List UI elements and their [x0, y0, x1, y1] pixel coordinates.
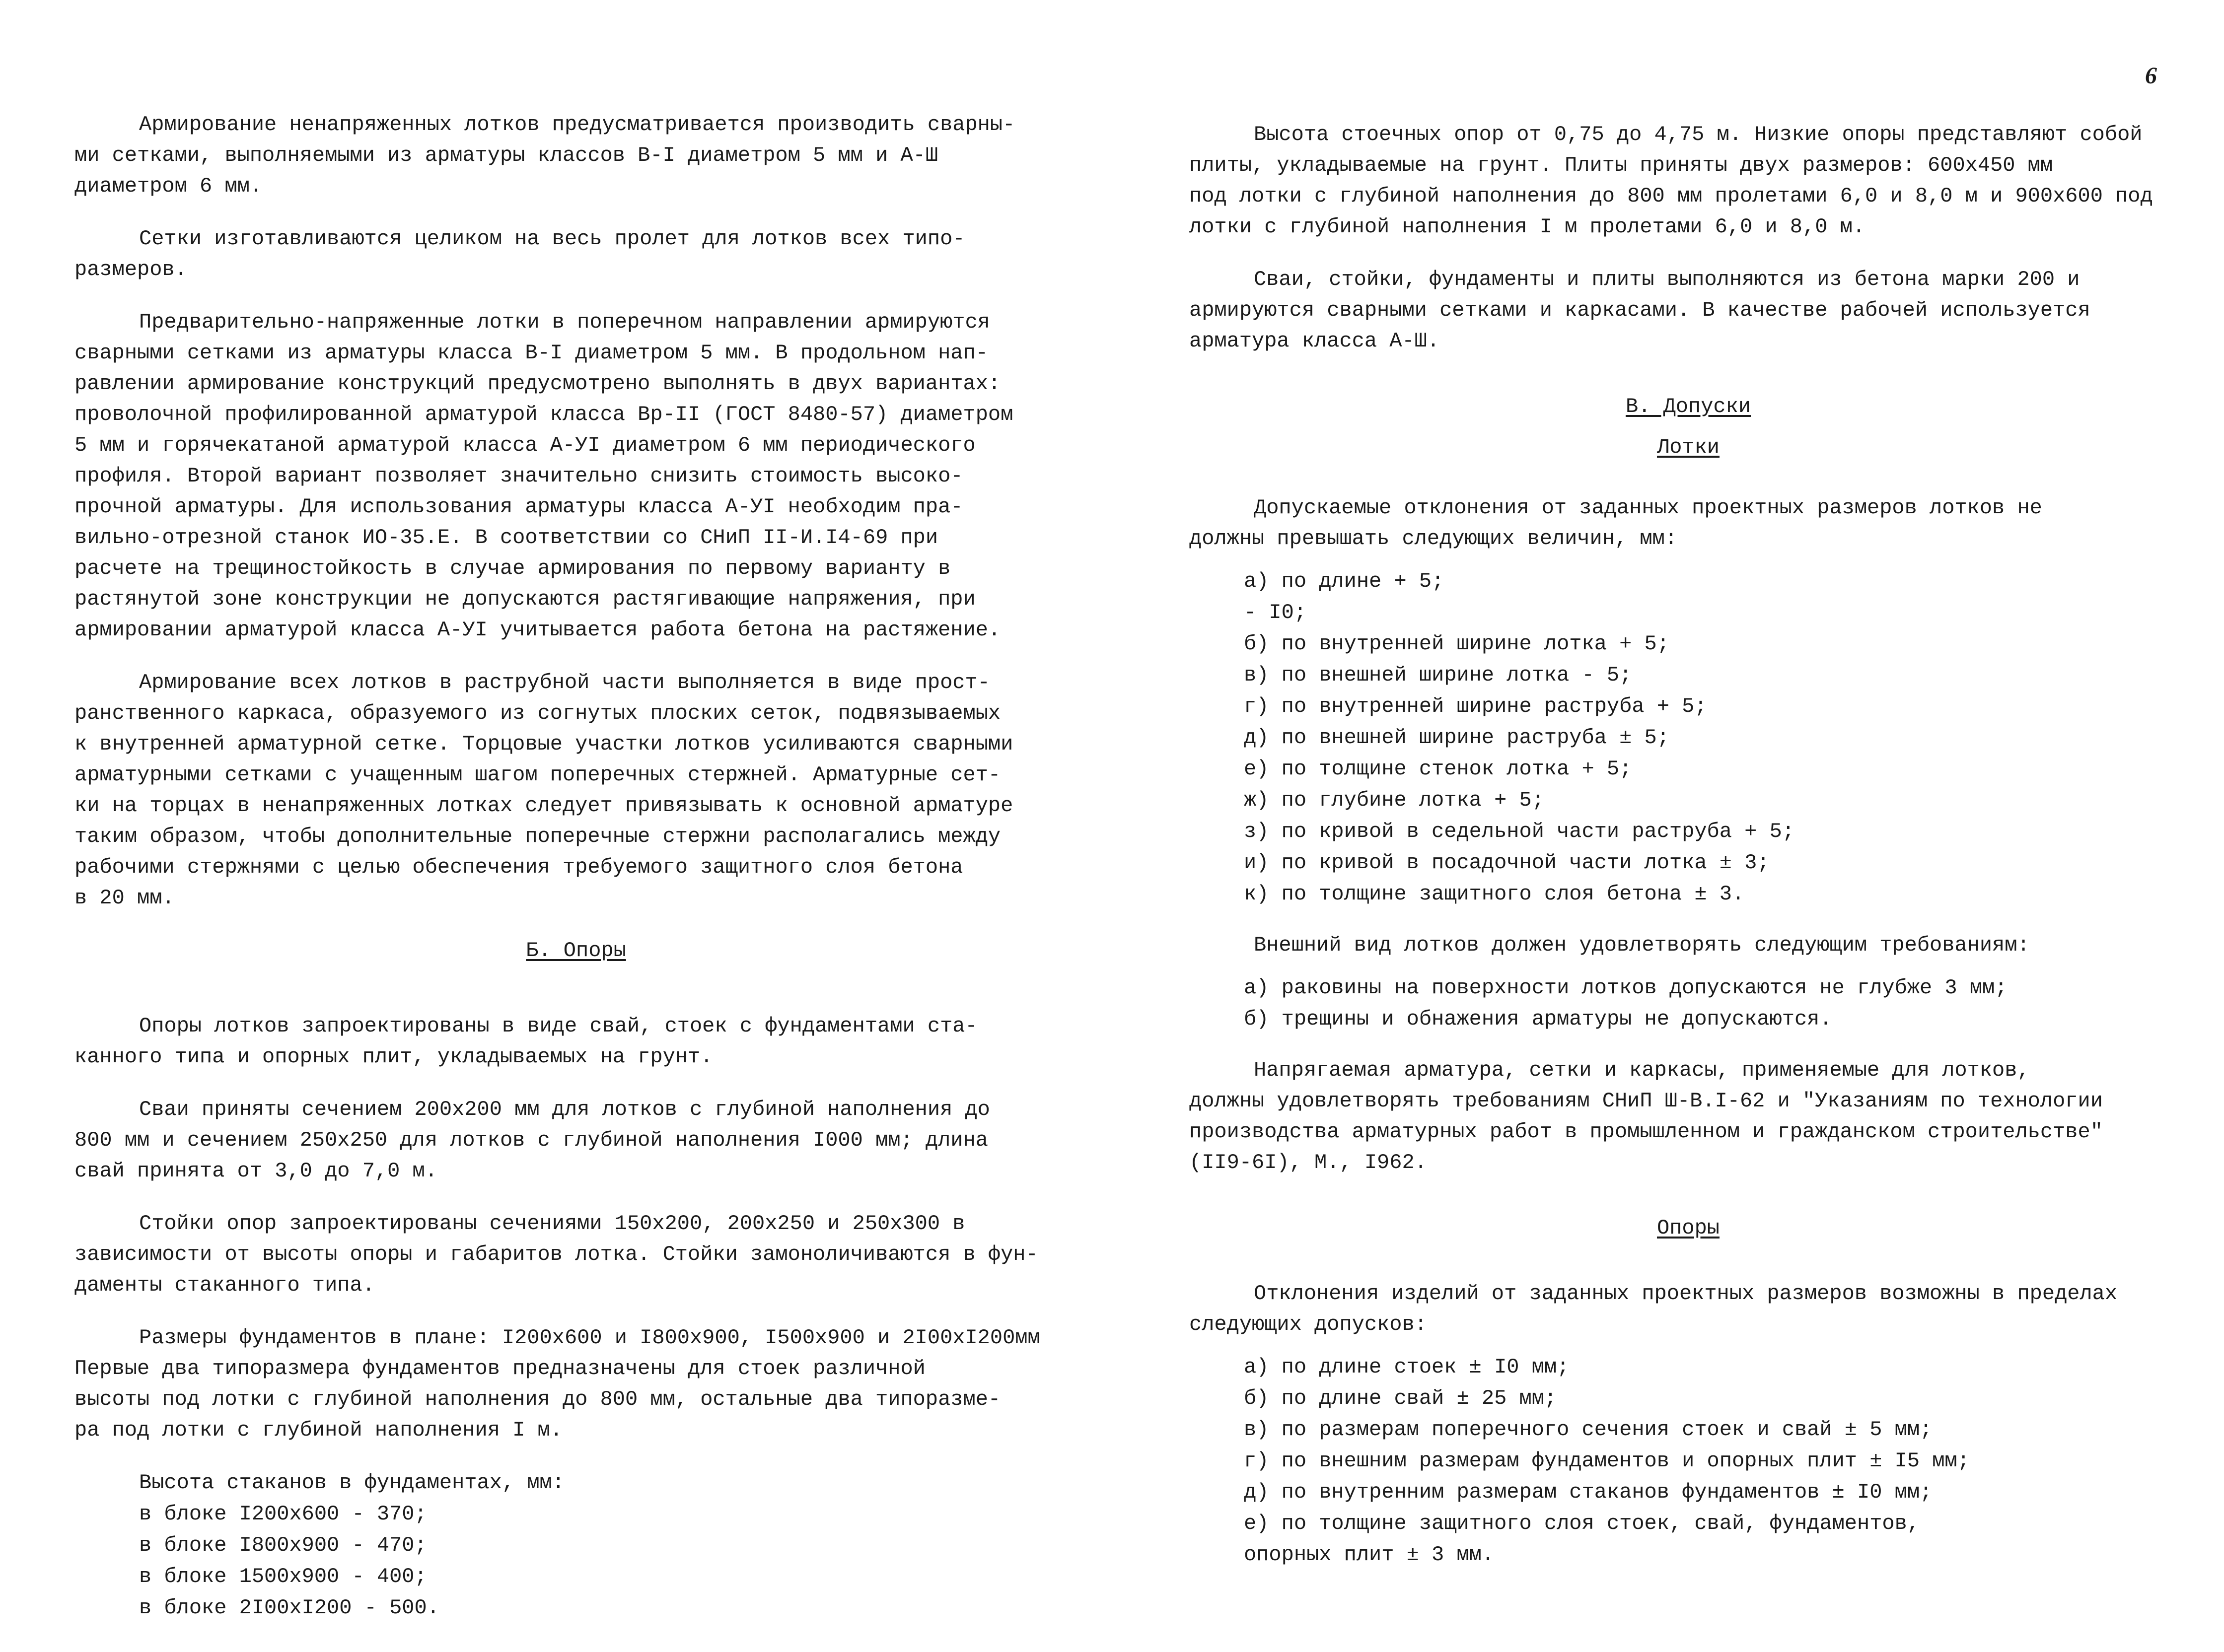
subheading-trays: Лотки	[1656, 435, 1720, 459]
right-column	[1189, 119, 2187, 1590]
left-column	[74, 109, 1077, 1624]
section-heading-tolerances: В. Допуски	[1625, 395, 1751, 418]
page-number: 6	[2145, 63, 2157, 89]
paragraph-reinforcement-nonprestressed: Армирование ненапряженных лотков предусматривается производить сварны- ми сетками, выполняемыми из арматуры классов В-I диаметром 5 мм и А-Ш диаметром 6 мм.	[74, 113, 1015, 198]
list-support-tolerances: а) по длине стоек ± I0 мм; б) по длине свай ± 25 мм; в) по размерам поперечного сечения стоек и свай ± 5 мм; г) по внешним размерам фундаментов и опорных плит ± I5 мм; д) по внутренним размерам стаканов фундаментов ± I0 мм; е) по толщине защитного слоя стоек, свай, фундаментов, опорных плит ± 3 мм.	[1244, 1355, 1970, 1567]
paragraph-foundations: Размеры фундаментов в плане: I200х600 и I800х900, I500х900 и 2I00хI200мм Первые два типоразмера фундаментов предназначены для стоек различной высоты под лотки с глубиной наполнения до 800 мм, остальные два типоразме- ра под лотки с глубиной наполнения I м.	[74, 1326, 1040, 1442]
paragraph-socket-reinforcement: Армирование всех лотков в раструбной части выполняется в виде прост- ранственного каркаса, образуемого из согнутых плоских сеток, подвязываемых к внутренней арматурной сетке. Торцовые участки лотков усиливаются сварными арматурными сетками с учащенным шагом поперечных стержней. Арматурные сет- ки на торцах в ненапряженных лотках следует привязывать к основной арматуре таким образом, чтобы дополнительные поперечные стержни располагались между рабочими стержнями с целью обеспечения требуемого защитного слоя бетона в 20 мм.	[74, 671, 1013, 910]
list-tray-tolerances: а) по длине + 5; - I0; б) по внутренней ширине лотка + 5; в) по внешней ширине лотка - 5; г) по внутренней ширине раструба + 5; д) по внешней ширине раструба ± 5; е) по толщине стенок лотка + 5; ж) по глубине лотка + 5; з) по кривой в седельной части раструба + 5; и) по кривой в посадочной части лотка ± 3; к) по толщине защитного слоя бетона ± 3.	[1244, 569, 1794, 906]
paragraph-tensioned-reinforcement: Напрягаемая арматура, сетки и каркасы, применяемые для лотков, должны удовлетворять требованиям СНиП Ш-В.I-62 и "Указаниям по технологии производства арматурных работ в промышленном и гражданском строительстве" (II9-6I), М., I962.	[1189, 1058, 2103, 1174]
paragraph-columns: Стойки опор запроектированы сечениями 150х200, 200х250 и 250х300 в зависимости от высоты опоры и габаритов лотка. Стойки замоноличиваются в фун- даменты стаканного типа.	[74, 1212, 1038, 1297]
list-socket-heights: Высота стаканов в фундаментах, мм: в блоке I200х600 - 370; в блоке I800х900 - 470; в блоке 1500х900 - 400; в блоке 2I00хI200 - 500.	[139, 1471, 565, 1620]
paragraph-product-deviations: Отклонения изделий от заданных проектных размеров возможны в пределах следующих допусков:	[1189, 1282, 2118, 1336]
subheading-supports: Опоры	[1656, 1216, 1720, 1240]
paragraph-supports-design: Опоры лотков запроектированы в виде свай, стоек с фундаментами ста- канного типа и опорных плит, укладываемых на грунт.	[74, 1014, 978, 1069]
paragraph-appearance: Внешний вид лотков должен удовлетворять следующим требованиям:	[1254, 933, 2030, 957]
paragraph-column-supports-height: Высота стоечных опор от 0,75 до 4,75 м. Низкие опоры представляют собой плиты, укладываемые на грунт. Плиты приняты двух размеров: 600х450 мм под лотки с глубиной наполнения до 800 мм пролетами 6,0 и 8,0 м и 900х600 под лотки с глубиной наполнения I м пролетами 6,0 и 8,0 м.	[1189, 123, 2153, 239]
paragraph-concrete-grade: Сваи, стойки, фундаменты и плиты выполняются из бетона марки 200 и армируются сварными сетками и каркасами. В качестве рабочей используется арматура класса А-Ш.	[1189, 268, 2090, 353]
paragraph-prestressed: Предварительно-напряженные лотки в поперечном направлении армируются сварными сетками из арматуры класса В-I диаметром 5 мм. В продольном нап- равлении армирование конструкций предусмотрено выполнять в двух вариантах: проволочной профилированной арматурой класса Вр-II (ГОСТ 8480-57) диаметром 5 мм и горячекатаной арматурой класса А-УI диаметром 6 мм периодического профиля. Второй вариант позволяет значительно снизить стоимость высоко- прочной арматуры. Для использования арматуры класса А-УI необходим пра- вильно-отрезной станок ИО-35.Е. В соответствии со СНиП II-И.I4-69 при расчете на трещиностойкость в случае армирования по первому варианту в растянутой зоне конструкции не допускаются растягивающие напряжения, при армировании арматурой класса А-УI учитывается работа бетона на растяжение.	[74, 310, 1013, 642]
list-appearance-requirements: а) раковины на поверхности лотков допускаются не глубже 3 мм; б) трещины и обнажения арматуры не допускаются.	[1244, 976, 2008, 1031]
paragraph-piles: Сваи приняты сечением 200х200 мм для лотков с глубиной наполнения до 800 мм и сечением 250х250 для лотков с глубиной наполнения I000 мм; длина свай принята от 3,0 до 7,0 м.	[74, 1098, 990, 1183]
section-heading-supports: Б. Опоры	[526, 939, 626, 963]
paragraph-tray-deviations: Допускаемые отклонения от заданных проектных размеров лотков не должны превышать следующих величин, мм:	[1189, 496, 2042, 551]
paragraph-meshes: Сетки изготавливаются целиком на весь пролет для лотков всех типо- размеров.	[74, 227, 965, 281]
